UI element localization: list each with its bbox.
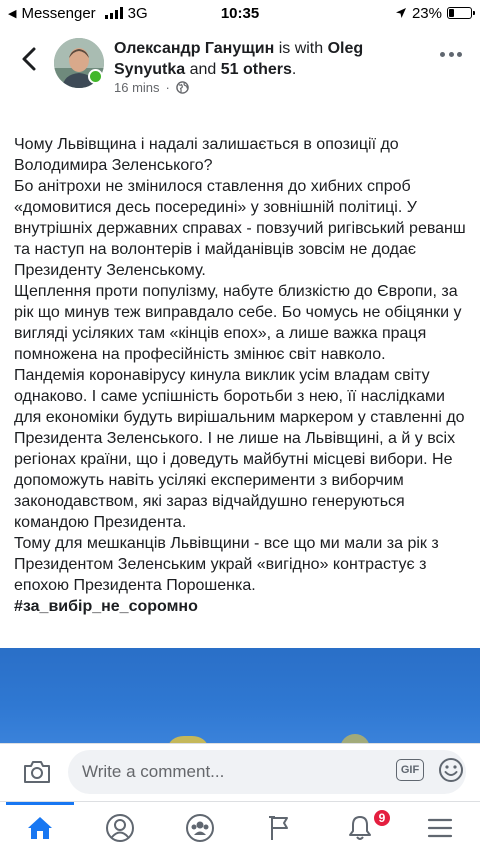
comment-bar (0, 743, 480, 801)
menu-icon (426, 816, 454, 840)
post-paragraph: Пандемія коронавірусу кинула виклик усім владам світу однаково. І саме успішність боротьби з нею, її наслідками для економіки будуть вирішальним маркером у ставленні до Президента Зеленського. І не лише на Львівщині, а й у всіх регіонах країни, що і доведуть майбутні місцеві вибори. Не допоможуть навіть усілякі експерименти з виборчим законодавством, які зараз відчайдушно генеруються командою Президента. (14, 367, 465, 531)
tagged-name[interactable]: Oleg Synyutka (114, 40, 364, 78)
back-app-label[interactable]: Messenger (21, 4, 96, 22)
camera-icon[interactable] (22, 759, 52, 785)
network-label: 3G (127, 4, 148, 22)
nav-groups[interactable] (160, 802, 240, 853)
nav-notifications[interactable] (320, 802, 400, 853)
post-paragraph: Тому для мешканців Львівщини - все що ми мали за рік з Президентом Зеленським украй «вигідно» контрастує з епохою Президента Порошенка. (14, 535, 439, 594)
with-text: is with (278, 40, 324, 57)
pages-flag-icon (267, 814, 293, 842)
notifications-icon (346, 814, 374, 842)
post-image[interactable] (0, 648, 480, 743)
battery-percent: 23% (411, 4, 442, 22)
online-status-indicator (88, 69, 103, 84)
more-options-icon[interactable] (440, 52, 462, 60)
and-text: and (189, 61, 217, 78)
comment-placeholder: Write a comment... (82, 762, 225, 781)
nav-menu[interactable] (400, 802, 480, 853)
post-paragraph: Чому Львівщина і надалі залишається в опозиції до Володимира Зеленського? (14, 136, 399, 174)
signal-icon (105, 7, 123, 19)
gif-button[interactable]: GIF (396, 759, 424, 781)
post-text (14, 134, 470, 617)
nav-home[interactable] (0, 802, 80, 853)
groups-icon (185, 813, 215, 843)
hashtag-link[interactable]: #за_вибір_не_соромно (14, 598, 198, 615)
nav-profile[interactable] (80, 802, 160, 853)
post-header (0, 36, 480, 98)
post-paragraph: Бо анітрохи не змінилося ставлення до хибних спроб «домовитися десь посередині» у зовнішній політиці. У внутрішніх державних справах - повзучий ригівський реванш та наступ на волонтерів і майданівців зовсім не додає Президенту Зеленському. (14, 178, 466, 279)
others-link[interactable]: 51 others (220, 61, 292, 78)
back-arrow-icon[interactable] (18, 46, 40, 72)
post-meta: 16 mins · (114, 80, 189, 95)
globe-icon (176, 81, 189, 94)
location-icon (395, 7, 407, 19)
post-time[interactable]: 16 mins (114, 80, 160, 95)
period: . (291, 61, 297, 78)
battery-icon (447, 7, 472, 19)
post-author-line (114, 38, 434, 80)
author-name[interactable]: Олександр Ганущин (114, 40, 275, 57)
clock: 10:35 (220, 4, 260, 22)
nav-pages[interactable] (240, 802, 320, 853)
bottom-nav (0, 801, 480, 853)
post-paragraph: Щеплення проти популізму, набуте близкістю до Європи, за рік що минув теж виправдало себе. Бо чомусь не обіцянки у вигляді усіляких там «кінців епох», а лише важка праця помножена на професійність змінює світ навколо. (14, 283, 462, 363)
profile-icon (105, 813, 135, 843)
back-to-app-icon[interactable]: ◀ (8, 7, 17, 20)
status-bar (0, 0, 480, 26)
notifications-badge: 9 (372, 808, 392, 828)
home-icon (26, 815, 54, 841)
emoji-icon[interactable] (438, 757, 464, 783)
